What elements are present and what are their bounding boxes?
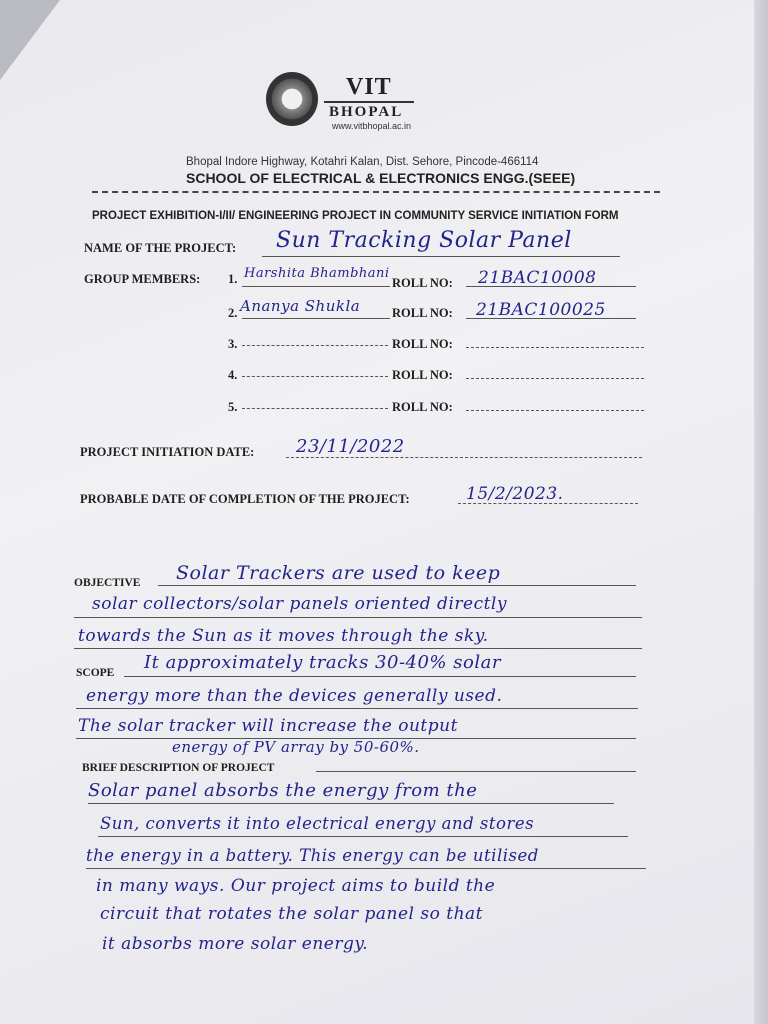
logo-name: VIT [346,74,392,100]
member-2-roll: 21BAC100025 [476,300,606,320]
objective-line-2 [74,617,642,618]
member-2-name-line [242,318,390,319]
project-name-line [262,256,620,257]
description-text-4: in many ways. Our project aims to build the [96,876,496,896]
school-name: SCHOOL OF ELECTRICAL & ELECTRONICS ENGG.(SEEE) [186,170,576,186]
vit-seal-logo [266,72,318,126]
address: Bhopal Indore Highway, Kotahri Kalan, Dist. Sehore, Pincode-466114 [186,156,539,168]
description-text-5: circuit that rotates the solar panel so that [100,904,484,924]
member-3-number: 3. [228,337,238,351]
scope-line-2 [76,708,638,709]
project-name-value: Sun Tracking Solar Panel [276,228,572,253]
member-1-number: 1. [228,272,238,286]
description-text-6: it absorbs more solar energy. [102,934,369,954]
description-line-4 [86,868,646,869]
description-line-2 [88,803,614,804]
description-line-1 [316,771,636,772]
description-text-1: Solar panel absorbs the energy from the [88,780,478,801]
paper-edge [754,0,768,1024]
initiation-date-value: 23/11/2022 [296,436,405,457]
initiation-date-line [286,457,642,458]
member-2-number: 2. [228,306,238,320]
member-5-roll-line [466,410,644,411]
completion-date-value: 15/2/2023. [466,484,564,504]
logo-website: www.vitbhopal.ac.in [332,121,412,131]
description-text-3: the energy in a battery. This energy can be utilised [86,846,539,865]
scope-label: SCOPE [76,667,115,679]
scope-text-4: energy of PV array by 50-60%. [172,738,420,756]
member-4-roll-line [466,378,644,379]
member-5-number: 5. [228,400,238,414]
member-2-roll-label: ROLL NO: [392,306,453,320]
header-divider [92,191,660,193]
description-text-2: Sun, converts it into electrical energy and stores [100,814,535,833]
objective-text-3: towards the Sun as it moves through the sky. [78,626,489,646]
description-line-3 [98,836,628,837]
objective-line-1 [158,585,636,586]
objective-label: OBJECTIVE [74,577,141,589]
scope-line-1 [124,676,636,677]
objective-line-3 [74,648,642,649]
scope-text-3: The solar tracker will increase the output [78,716,458,736]
member-1-name: Harshita Bhambhani [244,266,390,281]
completion-date-label: PROBABLE DATE OF COMPLETION OF THE PROJECT: [80,492,410,506]
member-4-number: 4. [228,368,238,382]
group-members-label: GROUP MEMBERS: [84,272,201,286]
member-2-name: Ananya Shukla [240,297,361,315]
folded-corner [0,0,60,80]
member-1-roll: 21BAC10008 [478,268,597,288]
project-name-label: NAME OF THE PROJECT: [84,241,237,255]
member-5-roll-label: ROLL NO: [392,400,453,414]
logo-city: BHOPAL [329,104,404,120]
logo-rule [324,101,414,103]
member-3-roll-line [466,347,644,348]
initiation-date-label: PROJECT INITIATION DATE: [80,445,255,459]
objective-text-2: solar collectors/solar panels oriented directly [92,594,507,614]
member-4-name-line [242,376,388,377]
member-5-name-line [242,408,388,409]
member-1-roll-label: ROLL NO: [392,276,453,290]
member-1-name-line [242,286,390,287]
scope-text-1: It approximately tracks 30-40% solar [144,652,501,673]
member-3-roll-label: ROLL NO: [392,337,453,351]
member-4-roll-label: ROLL NO: [392,368,453,382]
member-3-name-line [242,345,388,346]
objective-text-1: Solar Trackers are used to keep [176,562,501,584]
form-title: PROJECT EXHIBITION-I/II/ ENGINEERING PROJECT IN COMMUNITY SERVICE INITIATION FORM [92,210,619,222]
description-label: BRIEF DESCRIPTION OF PROJECT [82,762,275,774]
scope-text-2: energy more than the devices generally used. [86,686,503,706]
